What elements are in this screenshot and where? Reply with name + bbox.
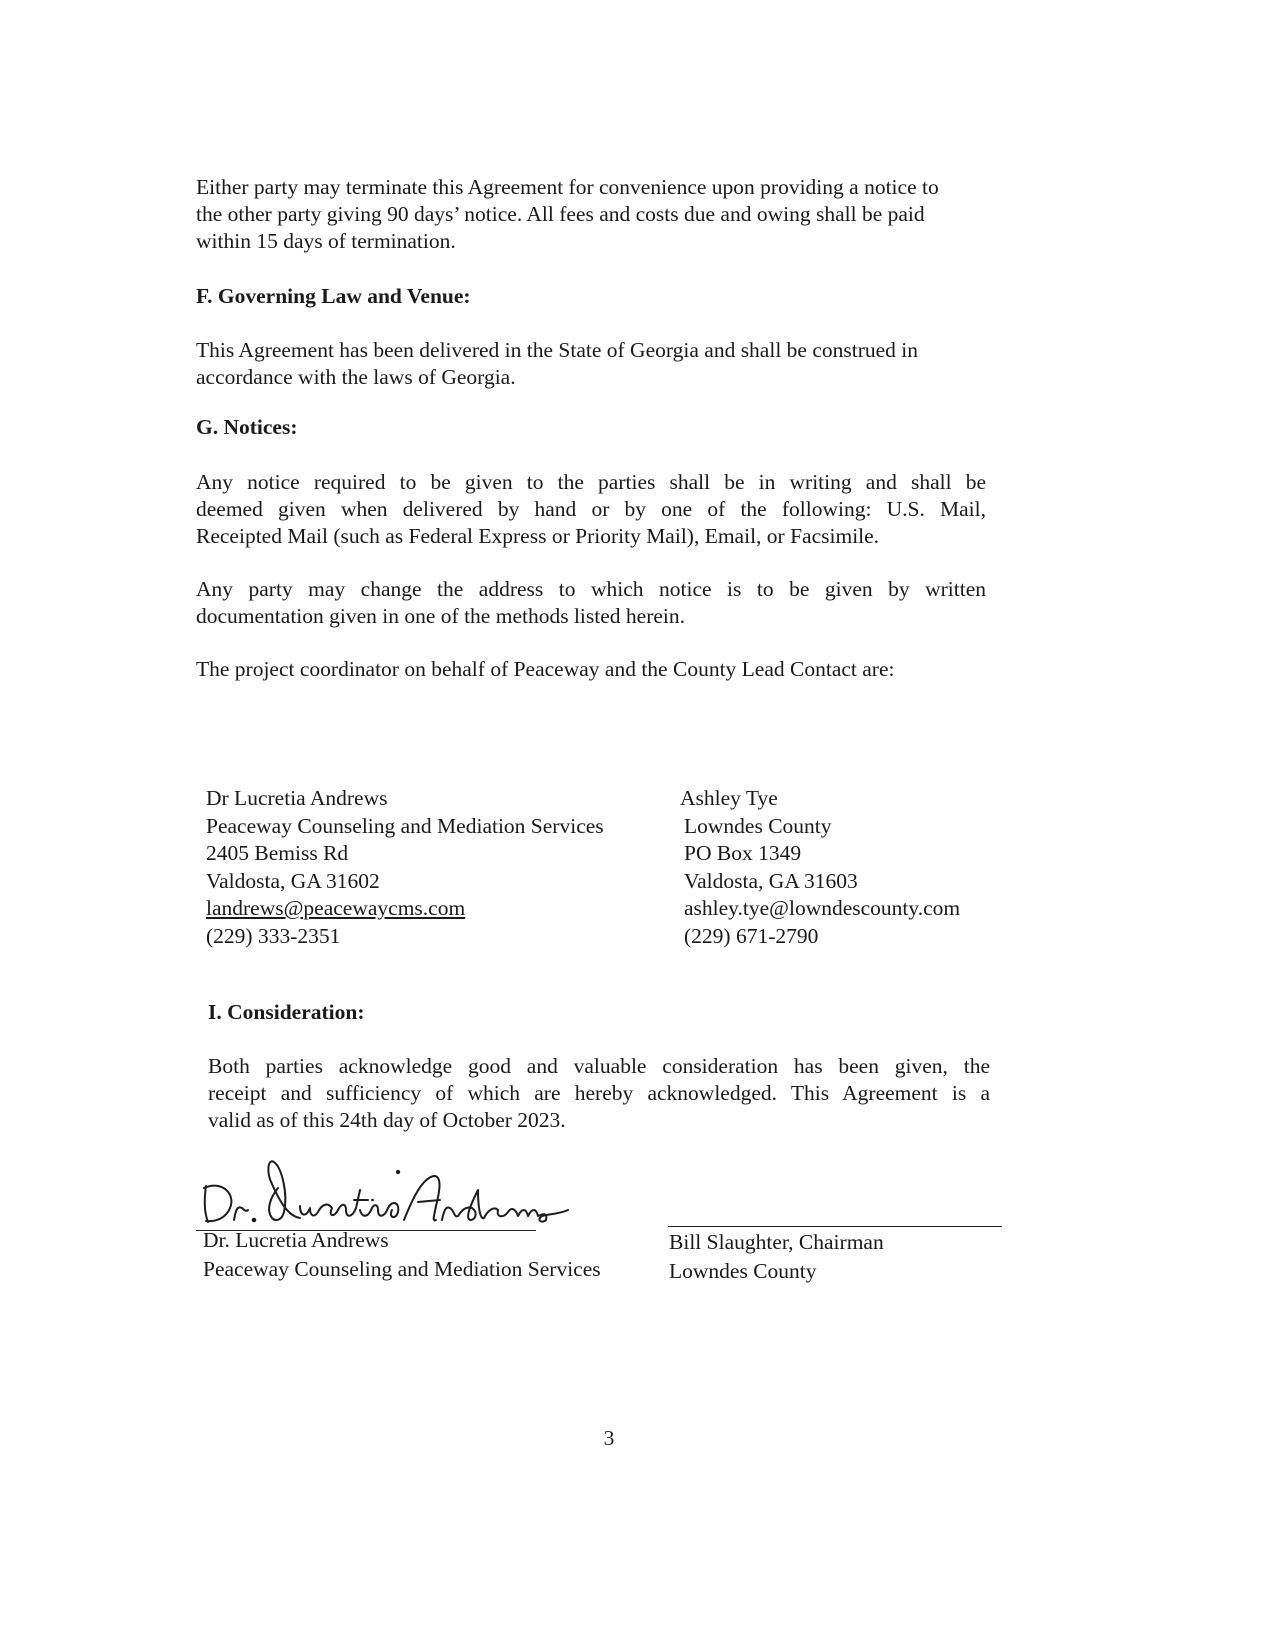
notices-line: Any party may change the address to which notice is to be given by written: [196, 577, 986, 601]
contact-email: ashley.tye@lowndescounty.com: [684, 896, 961, 920]
consideration-line: valid as of this 24th day of October 2023.: [208, 1108, 566, 1132]
notices-line: deemed given when delivered by hand or by one of the following: U.S. Mail,: [196, 497, 986, 521]
right-signatory-block: [669, 1228, 884, 1286]
county-contact-block: [680, 785, 960, 950]
signatory-name: Bill Slaughter, Chairman: [669, 1230, 884, 1254]
termination-line: the other party giving 90 days’ notice. All fees and costs due and owing shall be paid: [196, 202, 925, 226]
notices-paragraph-1: [196, 469, 986, 550]
contact-name: Ashley Tye: [680, 786, 778, 810]
signatory-org: Peaceway Counseling and Mediation Services: [203, 1257, 601, 1281]
contact-phone: (229) 671-2790: [684, 923, 819, 948]
termination-line: Either party may terminate this Agreement for convenience upon providing a notice to: [196, 175, 939, 199]
notices-line: Receipted Mail (such as Federal Express or Priority Mail), Email, or Facsimile.: [196, 524, 880, 548]
signature-line-right: [668, 1226, 1002, 1227]
contact-email-link[interactable]: landrews@peacewaycms.com: [206, 896, 466, 920]
notices-line: Any notice required to be given to the parties shall be in writing and shall be: [196, 470, 986, 494]
left-signatory-block: [203, 1226, 601, 1284]
notices-paragraph-2: [196, 576, 986, 630]
governing-law-line: This Agreement has been delivered in the State of Georgia and shall be construed in: [196, 338, 919, 362]
contact-address: 2405 Bemiss Rd: [206, 841, 349, 865]
section-g-heading: G. Notices:: [196, 415, 298, 439]
contact-city: Valdosta, GA 31603: [684, 868, 858, 893]
contact-org: Lowndes County: [684, 813, 832, 838]
section-i-heading: I. Consideration:: [208, 1000, 365, 1024]
contact-name: Dr Lucretia Andrews: [206, 786, 388, 810]
consideration-line: Both parties acknowledge good and valuable consideration has been given, the: [208, 1054, 990, 1078]
consideration-line: receipt and sufficiency of which are hereby acknowledged. This Agreement is a: [208, 1081, 990, 1105]
section-f-heading: F. Governing Law and Venue:: [196, 284, 471, 308]
contact-city: Valdosta, GA 31602: [206, 868, 380, 893]
signatory-name: Dr. Lucretia Andrews: [203, 1228, 389, 1252]
termination-paragraph: [196, 174, 939, 255]
contact-address: PO Box 1349: [684, 841, 802, 865]
contact-org: Peaceway Counseling and Mediation Services: [206, 813, 604, 838]
page-number: 3: [603, 1426, 615, 1450]
peaceway-contact-block: [206, 785, 604, 950]
governing-law-line: accordance with the laws of Georgia.: [196, 365, 516, 389]
signatory-org: Lowndes County: [669, 1259, 817, 1283]
handwritten-signature: [196, 1150, 576, 1232]
termination-line: within 15 days of termination.: [196, 229, 456, 253]
notices-paragraph-3: The project coordinator on behalf of Peaceway and the County Lead Contact are:: [196, 657, 895, 681]
consideration-paragraph: [208, 1053, 990, 1134]
notices-line: documentation given in one of the methods listed herein.: [196, 604, 686, 628]
governing-law-paragraph: [196, 337, 918, 391]
contact-phone: (229) 333-2351: [206, 923, 341, 948]
